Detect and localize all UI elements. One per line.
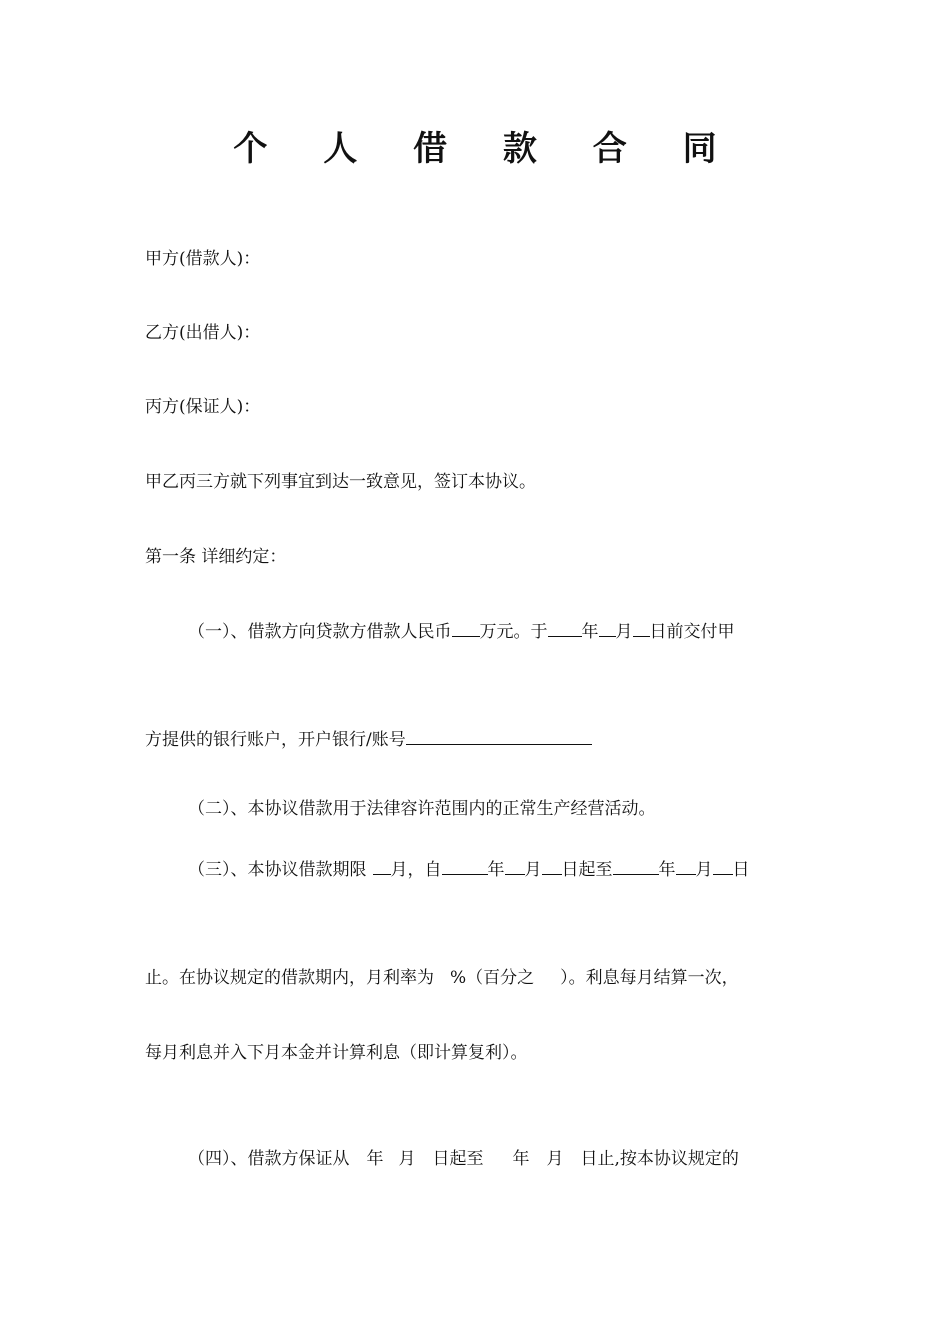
clause-3-text-c: 年 bbox=[487, 860, 505, 880]
clause-4-text-f: 月 bbox=[546, 1149, 564, 1169]
clause-3-text-b: 月，自 bbox=[390, 860, 442, 880]
clause-4-text-c: 月 bbox=[398, 1149, 416, 1169]
clause-1-text-e: 日前交付甲 bbox=[649, 622, 735, 642]
clause-3-text-e: 日起至 bbox=[561, 860, 613, 880]
clause-4-text-e: 年 bbox=[512, 1149, 530, 1169]
clause-3-rate-tail: ）。利息每月结算一次， bbox=[560, 968, 739, 988]
term-months-blank bbox=[373, 857, 391, 875]
clause-2: （二）、本协议借款用于法律容许范围内的正常生产经营活动。 bbox=[188, 799, 656, 819]
clause-4-text-b: 年 bbox=[366, 1149, 384, 1169]
clause-1-text-d: 月 bbox=[615, 622, 633, 642]
day-blank bbox=[633, 619, 650, 637]
party-a-label: 甲方(借款人)： bbox=[145, 249, 261, 269]
month-blank bbox=[599, 619, 616, 637]
clause-3-text-d: 月 bbox=[524, 860, 542, 880]
bank-account-blank bbox=[406, 727, 592, 745]
clause-4-text-a: （四）、借款方保证从 bbox=[188, 1149, 350, 1169]
clause-1-line-1 bbox=[188, 619, 735, 644]
clause-1-text-c: 年 bbox=[581, 622, 599, 642]
clause-4-text-g: 日止,按本协议规定的 bbox=[580, 1149, 739, 1169]
clause-1-text-b: 万元。于 bbox=[479, 622, 548, 642]
clause-1-text-a: （一）、借款方向贷款方借款人民币 bbox=[188, 622, 452, 642]
party-c-label: 丙方(保证人)： bbox=[145, 397, 261, 417]
clause-1-line-2 bbox=[145, 727, 592, 752]
clause-3-text-f: 年 bbox=[658, 860, 676, 880]
party-b-label: 乙方(出借人)： bbox=[145, 323, 261, 343]
year-blank bbox=[548, 619, 582, 637]
start-year-blank bbox=[442, 857, 488, 875]
start-month-blank bbox=[505, 857, 525, 875]
intro-paragraph: 甲乙丙三方就下列事宜到达一致意见，签订本协议。 bbox=[145, 472, 536, 492]
clause-1-bank-text: 方提供的银行账户，开户银行/账号 bbox=[145, 730, 406, 750]
clause-3-line-2 bbox=[145, 966, 739, 990]
clause-3-line-3: 每月利息并入下月本金并计算利息（即计算复利）。 bbox=[145, 1043, 528, 1063]
end-day-blank bbox=[713, 857, 733, 875]
clause-3-rate-percent: %（百分之 bbox=[450, 968, 535, 988]
article-1-heading: 第一条 详细约定： bbox=[145, 547, 287, 567]
clause-4-line-1 bbox=[188, 1147, 739, 1171]
clause-3-line-1 bbox=[188, 857, 750, 882]
clause-3-text-g: 月 bbox=[695, 860, 713, 880]
clause-4-text-d: 日起至 bbox=[432, 1149, 484, 1169]
clause-3-rate-text: 止。在协议规定的借款期内，月利率为 bbox=[145, 968, 434, 988]
end-year-blank bbox=[613, 857, 659, 875]
document-title: 个 人 借 款 合 同 bbox=[233, 129, 739, 169]
amount-blank bbox=[452, 619, 480, 637]
clause-3-text-a: （三）、本协议借款期限 bbox=[188, 860, 367, 880]
clause-3-text-h: 日 bbox=[732, 860, 750, 880]
start-day-blank bbox=[542, 857, 562, 875]
end-month-blank bbox=[676, 857, 696, 875]
